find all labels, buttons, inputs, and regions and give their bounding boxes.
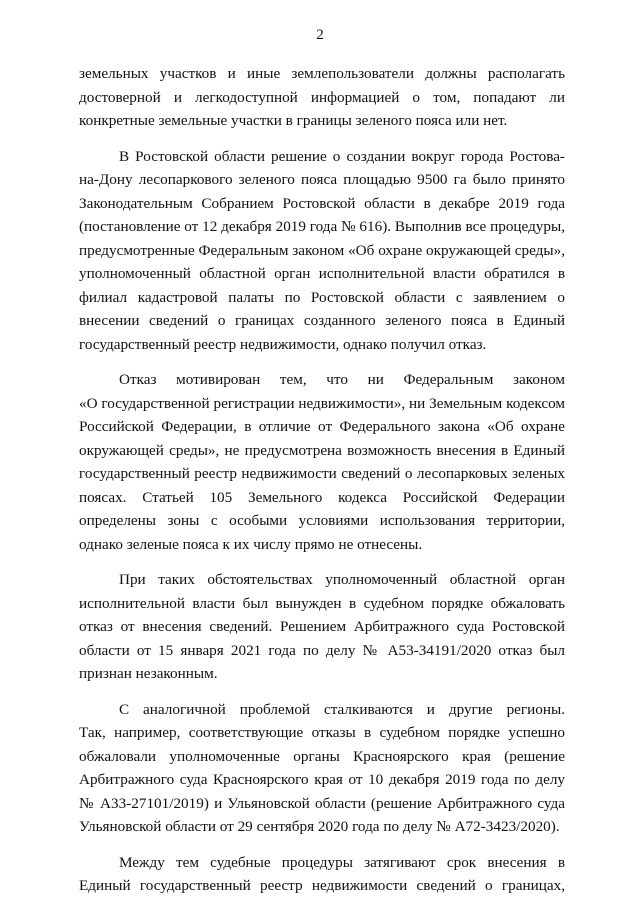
text-line: отказ от внесения сведений. Решением Арбитражного суда Ростовской — [79, 618, 565, 635]
text-line: (постановление от 12 декабря 2019 года № 616). Выполнив все процедуры, — [79, 218, 565, 235]
paragraph — [79, 368, 565, 556]
text-line: Законодательным Собранием Ростовской области в декабре 2019 года — [79, 194, 565, 212]
text-line: Ульяновской области от 29 сентября 2020 года по делу № А72-3423/2020). — [79, 818, 560, 835]
text-line: Между тем судебные процедуры затягивают срок внесения в — [119, 853, 565, 871]
paragraph — [79, 145, 565, 357]
text-line: поясах. Статьей 105 Земельного кодекса Российской Федерации — [79, 488, 565, 506]
text-line: Арбитражного суда Красноярского края от 10 декабря 2019 года по делу — [79, 771, 565, 788]
text-line: на-Дону лесопаркового зеленого пояса площадью 9500 га было принято — [79, 171, 565, 188]
text-line: № А33-27101/2019) и Ульяновской области (решение Арбитражного суда — [79, 794, 565, 812]
paragraph — [79, 851, 565, 898]
text-line: Российской Федерации, в отличие от Федерального закона «Об охране — [79, 418, 565, 435]
text-line: области от 15 января 2021 года по делу № А53-34191/2020 отказ был — [79, 641, 565, 659]
text-line: земельных участков и иные землепользователи должны располагать — [79, 65, 565, 82]
text-line: государственный реестр недвижимости сведений о лесопарковых зеленых — [79, 465, 565, 482]
text-line: государственный реестр недвижимости, однако получил отказ. — [79, 335, 487, 353]
text-line: исполнительной власти был вынужден в судебном порядке обжаловать — [79, 594, 565, 612]
paragraph — [79, 698, 565, 839]
text-line: Так, например, соответствующие отказы в судебном порядке успешно — [79, 724, 565, 741]
paragraph — [79, 62, 565, 133]
text-line: конкретные земельные участки в границы зеленого пояса или нет. — [79, 112, 508, 129]
text-line: При таких обстоятельствах уполномоченный областной орган — [119, 571, 565, 588]
text-line: Отказ мотивирован тем, что ни Федеральным законом — [119, 371, 565, 388]
text-line: «О государственной регистрации недвижимости», ни Земельным кодексом — [79, 394, 565, 412]
text-line: достоверной и легкодоступной информацией о том, попадают ли — [79, 88, 565, 106]
text-line: предусмотренные Федеральным законом «Об охране окружающей среды», — [79, 241, 565, 259]
text-line: обжаловали уполномоченные органы Красноярского края (решение — [79, 747, 565, 765]
text-line: окружающей среды», не предусмотрена возможность внесения в Единый — [79, 441, 565, 459]
text-line: В Ростовской области решение о создании вокруг города Ростова- — [119, 147, 565, 165]
paragraph — [79, 568, 565, 686]
text-line: определены зоны с особыми условиями использования территории, — [79, 512, 565, 529]
text-line: С аналогичной проблемой сталкиваются и другие регионы. — [119, 700, 565, 718]
text-line: филиал кадастровой палаты по Ростовской области с заявлением о — [79, 288, 565, 306]
text-line: уполномоченный областной орган исполнительной власти обратился в — [79, 265, 565, 282]
text-line: Единый государственный реестр недвижимости сведений о границах, — [79, 877, 565, 894]
text-line: внесении сведений о границах созданного зеленого пояса в Единый — [79, 312, 565, 329]
document-body — [79, 62, 565, 910]
text-line: однако зеленые пояса к их числу прямо не отнесены. — [79, 535, 423, 553]
text-line: признан незаконным. — [79, 665, 218, 682]
page-number: 2 — [316, 27, 324, 43]
